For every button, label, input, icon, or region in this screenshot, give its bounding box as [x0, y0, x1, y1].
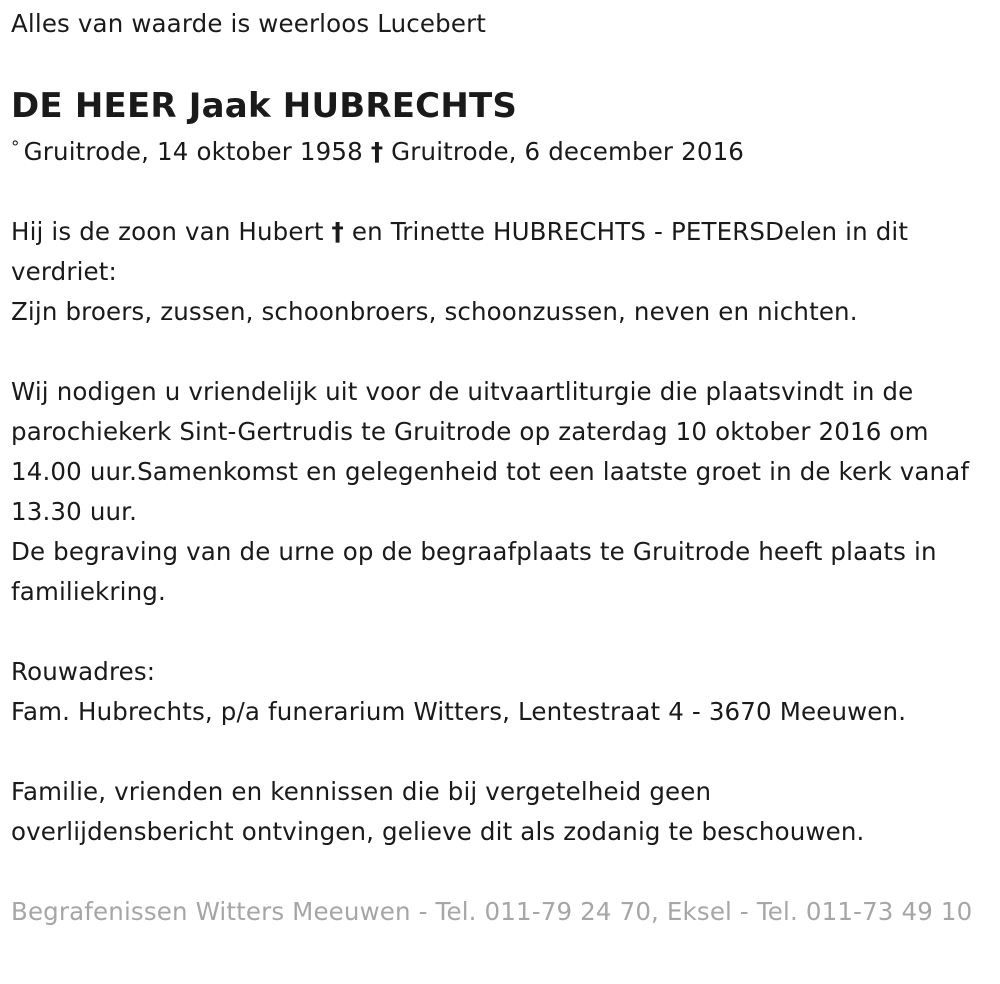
relatives-line: Zijn broers, zussen, schoonbroers, schoonzussen, neven en nichten. — [11, 297, 858, 326]
spacer — [11, 332, 991, 372]
deceased-name: DE HEER Jaak HUBRECHTS — [11, 86, 518, 126]
spacer — [11, 172, 991, 212]
birth-info: Gruitrode, 14 oktober 1958 — [23, 137, 363, 166]
spacer — [11, 852, 991, 892]
funeral-home-footer: Begrafenissen Witters Meeuwen - Tel. 011-79 24 70, Eksel - Tel. 011-73 49 10 — [11, 897, 973, 926]
parents-text-before: Hij is de zoon van Hubert — [11, 217, 324, 246]
parents-paragraph — [11, 212, 986, 292]
cross-icon: † — [370, 137, 384, 166]
parents-text-after: en Trinette HUBRECHTS - PETERSDelen in dit verdriet: — [11, 217, 909, 286]
life-dates — [11, 128, 991, 172]
address-value: Fam. Hubrechts, p/a funerarium Witters, Lentestraat 4 - 3670 Meeuwen. — [11, 697, 907, 726]
ceremony-invitation: Wij nodigen u vriendelijk uit voor de uitvaartliturgie die plaatsvindt in de parochiekerk Sint-Gertrudis te Gruitrode op zaterdag 10 oktober 2016 om 14.00 uur.Samenkomst en gelegenheid tot een laatste groet in de kerk vanaf 13.30 uur. — [11, 377, 970, 526]
motto-quote: Alles van waarde is weerloos Lucebert — [11, 9, 487, 38]
spacer — [11, 612, 991, 652]
spacer — [11, 732, 991, 772]
notice-text: Familie, vrienden en kennissen die bij vergetelheid geen overlijdensbericht ontvingen, gelieve dit als zodanig te beschouwen. — [11, 777, 865, 846]
burial-info: De begraving van de urne op de begraafplaats te Gruitrode heeft plaats in familiekring. — [11, 537, 937, 606]
birth-symbol: ° — [11, 138, 20, 158]
address-label: Rouwadres: — [11, 657, 156, 686]
obituary-notice — [11, 4, 991, 932]
cross-icon: † — [331, 217, 344, 246]
death-info: Gruitrode, 6 december 2016 — [391, 137, 745, 166]
